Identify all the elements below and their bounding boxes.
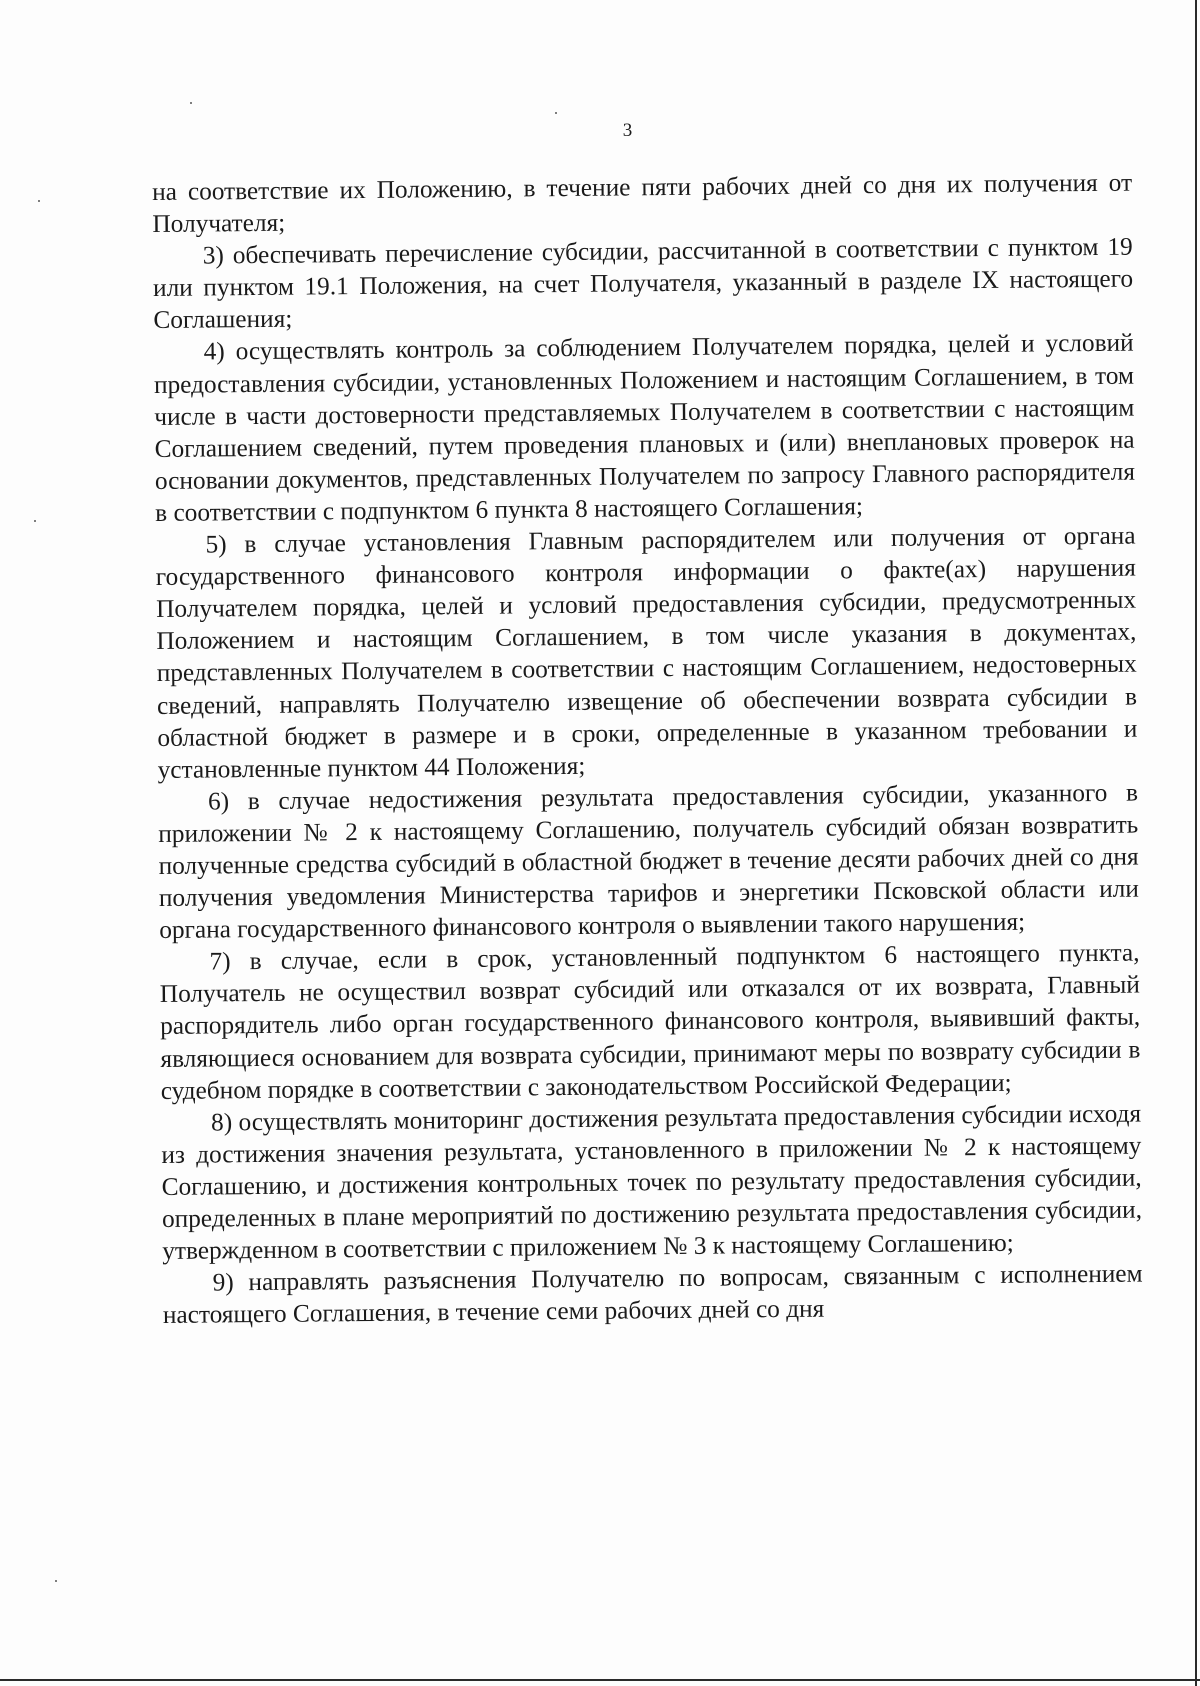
scan-speck [555,112,557,114]
paragraph-item-8: 8) осуществлять мониторинг достижения результата предоставления субсидии исходя из достижения значения результата, установленного в приложении № 2 к настоящему Соглашению, и достижения контрольных точек по результату предоставления субсидии, определенных в плане мероприятий по достижению результата предоставления субсидии, утвержденном в соответствии с приложением № 3 к настоящему Соглашению; [161,1099,1143,1266]
scan-speck [38,200,40,202]
document-body [152,167,1143,1332]
scan-right-edge [1195,0,1197,1686]
paragraph-item-3: 3) обеспечивать перечисление субсидии, рассчитанной в соответствии с пунктом 19 или пунктом 19.1 Положения, на счет Получателя, указанный в разделе IX настоящего Соглашения; [152,232,1134,335]
paragraph-continuation: на соответствие их Положению, в течение пяти рабочих дней со дня их получения от Получателя; [152,168,1133,239]
paragraph-item-7: 7) в случае, если в срок, установленный подпунктом 6 настоящего пункта, Получатель не осуществил возврат субсидий или отказался от их возврата, Главный распорядитель либо орган государственного финансового контроля, выявивший факты, являющиеся основанием для возврата субсидии, принимают меры по возврату субсидии в судебном порядке в соответствии с законодательством Российской Федерации; [159,938,1141,1105]
paragraph-item-6: 6) в случае недостижения результата предоставления субсидии, указанного в приложении № 2 к настоящему Соглашению, получатель субсидий обязан возвратить полученные средства субсидий в областной бюджет в течение десяти рабочих дней со дня получения уведомления Министерства тарифов и энергетики Псковской области или органа государственного финансового контроля о выявлении такого нарушения; [158,778,1140,945]
paragraph-item-4: 4) осуществлять контроль за соблюдением Получателем порядка, целей и условий предоставления субсидии, установленных Положением и настоящим Соглашением, в том числе в части достоверности представляемых Получателем в соответствии с настоящим Соглашением сведений, путем проведения плановых и (или) внеплановых проверок на основании документов, представленных Получателем по запросу Главного распорядителя в соответствии с подпунктом 6 пункта 8 настоящего Соглашения; [153,329,1136,527]
page-number: 3 [622,120,633,141]
paragraph-item-9: 9) направлять разъяснения Получателю по вопросам, связанным с исполнением настоящего Соглашения, в течение семи рабочих дней со дня [162,1259,1143,1330]
scan-speck [34,520,36,522]
paragraph-item-5: 5) в случае установления Главным распорядителем или получения от органа государственного финансового контроля информации о факте(ах) нарушения Получателем порядка, целей и условий предоставления субсидии, предусмотренных Положением и настоящим Соглашением, в том числе указания в документах, представленных Получателем в соответствии с настоящим Соглашением, недостоверных сведений, направлять Получателю извещение об обеспечении возврата субсидии в областной бюджет в размере и в сроки, определенные в указанном требовании и установленные пунктом 44 Положения; [155,521,1138,784]
scan-speck [55,1580,57,1582]
scan-speck [190,102,192,104]
scan-bottom-edge [0,1679,1200,1681]
